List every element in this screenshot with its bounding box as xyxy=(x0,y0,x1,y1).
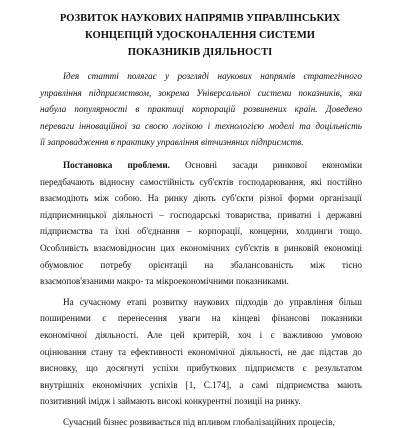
abstract-line: набула популярності в практиці корпорацій розвинених країн. Доведено xyxy=(40,104,362,115)
body-line: підприємницької діяльності – господарські товариства, приватні і державні xyxy=(40,209,362,220)
body-line: Сучасний бізнес розвивається під впливом глобалізаційних процесів, xyxy=(63,417,335,427)
abstract-line: її запровадження в практику управління вітчизняних підприємств. xyxy=(40,137,304,148)
body-line: економічної діяльності. Але цей критерій, хоч і є важливою умовою xyxy=(40,330,362,340)
body-line: взаємопов'язаними макро- та мікроекономічними показниками. xyxy=(40,276,289,287)
body-line: внутрішніх економічних успіхів [1, С.174], а самі підприємства мають xyxy=(40,379,362,390)
body-line: передбачають відносну самостійність суб'єктів господарювання, які постійно xyxy=(40,176,362,187)
article-title-line-3: ПОКАЗНИКІВ ДІЯЛЬНОСТІ xyxy=(127,47,273,58)
abstract-line: переваги інноваційної за своєю логікою і технологією моделі та доцільність xyxy=(40,120,362,131)
body-line: поширеними є перенесення уваги на кінцеві фінансові показники xyxy=(40,313,362,324)
section-heading: Постановка проблеми. xyxy=(63,160,170,170)
abstract-line: Ідея статті полягає у розгляді наукових напрямів стратегічного xyxy=(63,71,362,81)
section-first-line xyxy=(63,159,362,171)
body-line: оцінювання стану та ефективності економічної діяльності, не дає підстав до xyxy=(40,346,362,357)
article-title-line-2: КОНЦЕПЦІЙ УДОСКОНАЛЕННЯ СИСТЕМИ xyxy=(85,30,315,41)
body-line: підприємства та їхні об'єднання – корпорації, концерни, холдинги тощо. xyxy=(40,226,362,237)
section-first-line-text: Основні засади ринкової економіки xyxy=(185,160,362,170)
body-line: Особливість взаємовідносин цих економічних суб'єктів в ринковій економіці xyxy=(40,243,362,253)
abstract-line: управління підприємством, зокрема Універсальної системи показників, яка xyxy=(40,87,362,98)
body-line: взаємодіють між собою. На ринку діють суб'єкти різної форми організації xyxy=(40,193,362,204)
article-title-line-1: РОЗВИТОК НАУКОВИХ НАПРЯМІВ УПРАВЛІНСЬКИХ xyxy=(59,13,341,24)
body-line: обумовлює потребу орієнтації на збалансованість між тісно xyxy=(40,259,362,270)
body-line: позитивний імідж і займають високі конкурентні позиції на ринку. xyxy=(40,396,301,407)
body-line: На сучасному етапі розвитку наукових підходів до управління більш xyxy=(63,296,362,307)
body-line: висновку, що досягнуті успіхи прибуткових підприємств є результатом xyxy=(40,363,362,374)
